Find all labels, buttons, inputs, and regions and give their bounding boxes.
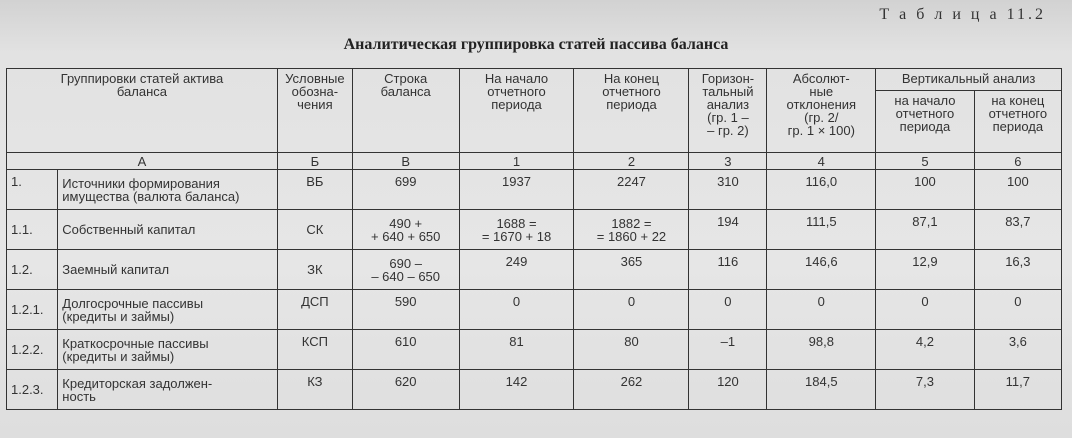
row-start: 249 [459, 250, 574, 290]
row-vertical-end: 83,7 [974, 210, 1061, 250]
row-end: 262 [574, 370, 689, 410]
row-name: Собственный капитал [58, 210, 278, 250]
row-start: 1688 = = 1670 + 18 [459, 210, 574, 250]
row-vertical-start: 4,2 [876, 330, 975, 370]
row-horizontal: 194 [689, 210, 767, 250]
index-cell: В [352, 153, 459, 170]
table-number-label: Т а б л и ц а 11.2 [879, 6, 1046, 23]
row-number: 1.1. [7, 210, 58, 250]
index-cell: 1 [459, 153, 574, 170]
row-line: 590 [352, 290, 459, 330]
row-absolute: 0 [767, 290, 876, 330]
header-end: На конец отчетного периода [574, 69, 689, 153]
row-code: ДСП [277, 290, 352, 330]
row-absolute: 116,0 [767, 170, 876, 210]
index-cell: 4 [767, 153, 876, 170]
row-code: СК [277, 210, 352, 250]
row-name: Заемный капитал [58, 250, 278, 290]
header-vertical: Вертикальный анализ [876, 69, 1062, 91]
row-end: 365 [574, 250, 689, 290]
row-absolute: 111,5 [767, 210, 876, 250]
row-horizontal: 310 [689, 170, 767, 210]
index-row [7, 153, 1062, 170]
row-absolute: 146,6 [767, 250, 876, 290]
row-line: 699 [352, 170, 459, 210]
index-cell: 3 [689, 153, 767, 170]
table-row [7, 170, 1062, 210]
row-end: 80 [574, 330, 689, 370]
row-number: 1.2.1. [7, 290, 58, 330]
table-row [7, 370, 1062, 410]
row-vertical-end: 16,3 [974, 250, 1061, 290]
row-line: 690 – – 640 – 650 [352, 250, 459, 290]
row-line: 620 [352, 370, 459, 410]
table-row [7, 210, 1062, 250]
row-name: Краткосрочные пассивы (кредиты и займы) [58, 330, 278, 370]
row-vertical-end: 3,6 [974, 330, 1061, 370]
row-vertical-end: 100 [974, 170, 1061, 210]
index-cell: А [7, 153, 278, 170]
header-line: Строка баланса [352, 69, 459, 153]
row-end: 0 [574, 290, 689, 330]
table-row [7, 250, 1062, 290]
row-end: 1882 = = 1860 + 22 [574, 210, 689, 250]
row-start: 0 [459, 290, 574, 330]
row-horizontal: –1 [689, 330, 767, 370]
header-start: На начало отчетного периода [459, 69, 574, 153]
row-start: 1937 [459, 170, 574, 210]
index-cell: 6 [974, 153, 1061, 170]
index-cell: 2 [574, 153, 689, 170]
row-number: 1.2.2. [7, 330, 58, 370]
row-vertical-start: 7,3 [876, 370, 975, 410]
row-vertical-start: 100 [876, 170, 975, 210]
header-code: Условные обозна- чения [277, 69, 352, 153]
row-vertical-end: 11,7 [974, 370, 1061, 410]
row-end: 2247 [574, 170, 689, 210]
row-horizontal: 120 [689, 370, 767, 410]
row-number: 1.2. [7, 250, 58, 290]
row-code: ВБ [277, 170, 352, 210]
row-horizontal: 0 [689, 290, 767, 330]
row-name: Долгосрочные пассивы (кредиты и займы) [58, 290, 278, 330]
header-group: Группировки статей актива баланса [7, 69, 278, 153]
row-horizontal: 116 [689, 250, 767, 290]
row-number: 1. [7, 170, 58, 210]
row-code: ЗК [277, 250, 352, 290]
row-line: 490 + + 640 + 650 [352, 210, 459, 250]
row-line: 610 [352, 330, 459, 370]
header-vertical-start: на начало отчетного периода [876, 91, 975, 153]
row-absolute: 98,8 [767, 330, 876, 370]
index-cell: 5 [876, 153, 975, 170]
header-horizontal: Горизон- тальный анализ (гр. 1 – – гр. 2) [689, 69, 767, 153]
row-vertical-end: 0 [974, 290, 1061, 330]
header-vertical-end: на конец отчетного периода [974, 91, 1061, 153]
row-start: 142 [459, 370, 574, 410]
row-code: КСП [277, 330, 352, 370]
index-cell: Б [277, 153, 352, 170]
row-vertical-start: 12,9 [876, 250, 975, 290]
header-absolute: Абсолют- ные отклонения (гр. 2/ гр. 1 × 100) [767, 69, 876, 153]
row-absolute: 184,5 [767, 370, 876, 410]
row-vertical-start: 0 [876, 290, 975, 330]
table-row [7, 290, 1062, 330]
row-name: Кредиторская задолжен- ность [58, 370, 278, 410]
row-name: Источники формирования имущества (валюта баланса) [58, 170, 278, 210]
row-number: 1.2.3. [7, 370, 58, 410]
balance-liabilities-table [6, 68, 1062, 410]
row-code: КЗ [277, 370, 352, 410]
table-row [7, 330, 1062, 370]
row-start: 81 [459, 330, 574, 370]
table-caption: Аналитическая группировка статей пассива баланса [343, 36, 729, 53]
row-vertical-start: 87,1 [876, 210, 975, 250]
